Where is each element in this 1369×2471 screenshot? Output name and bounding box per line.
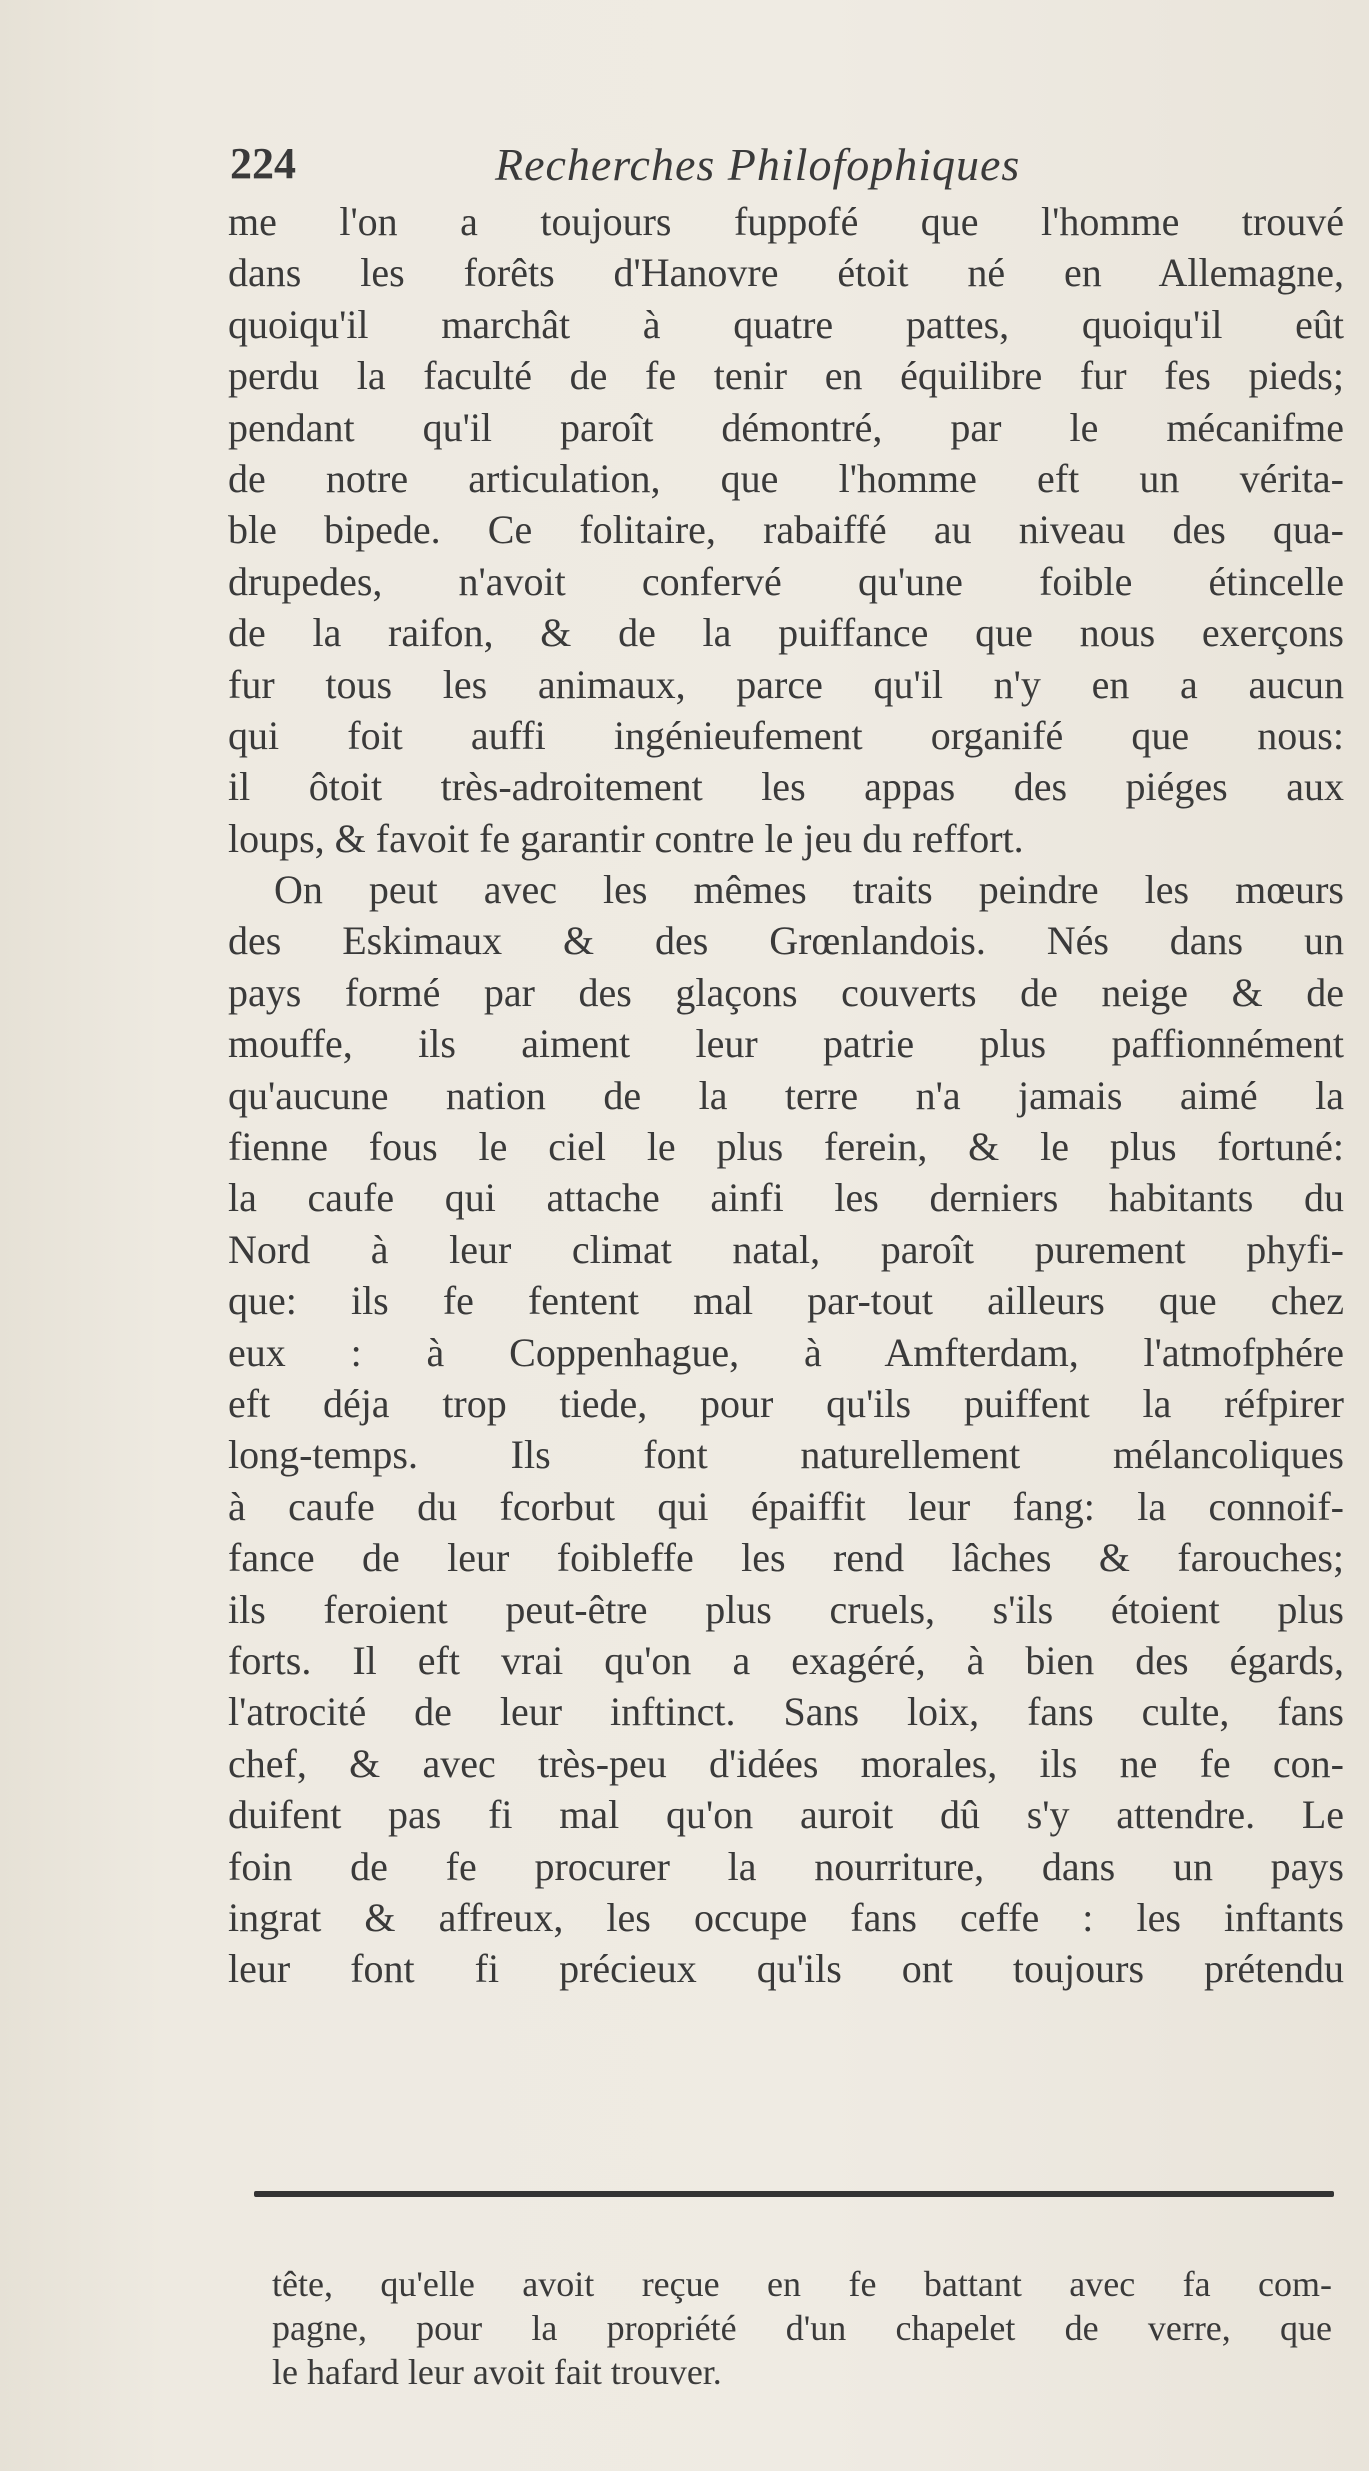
text-line: chef, & avec très-peu d'idées morales, ils ne fe con- [228, 1740, 1344, 1786]
text-line: des Eskimaux & des Grœnlandois. Nés dans un [228, 918, 1344, 964]
text-line: long-temps. Ils font naturellement mélancoliques [228, 1432, 1344, 1478]
text-line: forts. Il eft vrai qu'on a exagéré, à bien des égards, [228, 1637, 1344, 1683]
footnote-divider-rule [254, 2191, 1334, 2197]
text-line: fur tous les animaux, parce qu'il n'y en a aucun [228, 661, 1344, 707]
text-line: mouffe, ils aiment leur patrie plus paffionnément [228, 1021, 1344, 1067]
text-line: de la raifon, & de la puiffance que nous exerçons [228, 610, 1344, 656]
text-line: leur font fi précieux qu'ils ont toujours prétendu [228, 1946, 1344, 1992]
footnote-line: tête, qu'elle avoit reçue en fe battant avec fa com- [272, 2264, 1332, 2304]
text-line: foin de fe procurer la nourriture, dans un pays [228, 1843, 1344, 1889]
text-line: pendant qu'il paroît démontré, par le mécanifme [228, 404, 1344, 450]
text-line: drupedes, n'avoit confervé qu'une foible étincelle [228, 558, 1344, 604]
page-header [230, 138, 1130, 198]
page-number: 224 [230, 139, 296, 188]
text-line: l'atrocité de leur inftinct. Sans loix, fans culte, fans [228, 1689, 1344, 1735]
text-line: eft déja trop tiede, pour qu'ils puiffent la réfpirer [228, 1380, 1344, 1426]
text-line: fienne fous le ciel le plus ferein, & le plus fortuné: [228, 1124, 1344, 1170]
text-line: fance de leur foibleffe les rend lâches & farouches; [228, 1535, 1344, 1581]
text-line: ble bipede. Ce folitaire, rabaiffé au niveau des qua- [228, 507, 1344, 553]
text-line: à caufe du fcorbut qui épaiffit leur fang: la connoif- [228, 1483, 1344, 1529]
text-line: il ôtoit très-adroitement les appas des piéges aux [228, 764, 1344, 810]
footnote-line: le hafard leur avoit fait trouver. [272, 2352, 722, 2392]
text-line: loups, & favoit fe garantir contre le jeu du reffort. [228, 815, 1024, 861]
text-line: duifent pas fi mal qu'on auroit dû s'y attendre. Le [228, 1792, 1344, 1838]
text-line: Nord à leur climat natal, paroît purement phyfi- [228, 1226, 1344, 1272]
text-line: ingrat & affreux, les occupe fans ceffe : les inftants [228, 1894, 1344, 1940]
text-line: ils feroient peut-être plus cruels, s'ils étoient plus [228, 1586, 1344, 1632]
text-line: la caufe qui attache ainfi les derniers habitants du [228, 1175, 1344, 1221]
paragraph-start-line: On peut avec les mêmes traits peindre les mœurs [274, 867, 1344, 913]
footnote [272, 2262, 1332, 2394]
main-text [228, 196, 1344, 1995]
text-line: perdu la faculté de fe tenir en équilibre fur fes pieds; [228, 353, 1344, 399]
text-line: de notre articulation, que l'homme eft un vérita- [228, 455, 1344, 501]
text-line: dans les forêts d'Hanovre étoit né en Allemagne, [228, 250, 1344, 296]
text-line: pays formé par des glaçons couverts de neige & de [228, 969, 1344, 1015]
text-line: quoiqu'il marchât à quatre pattes, quoiqu'il eût [228, 301, 1344, 347]
text-line: eux : à Coppenhague, à Amfterdam, l'atmofphére [228, 1329, 1344, 1375]
text-line: qui foit auffi ingénieufement organifé que nous: [228, 712, 1344, 758]
footnote-line: pagne, pour la propriété d'un chapelet de verre, que [272, 2308, 1332, 2348]
text-line: me l'on a toujours fuppofé que l'homme trouvé [228, 199, 1344, 244]
text-line: que: ils fe fentent mal par-tout ailleurs que chez [228, 1278, 1344, 1324]
text-line: qu'aucune nation de la terre n'a jamais aimé la [228, 1072, 1344, 1118]
running-title: Recherches Philofophiques [495, 139, 1021, 190]
